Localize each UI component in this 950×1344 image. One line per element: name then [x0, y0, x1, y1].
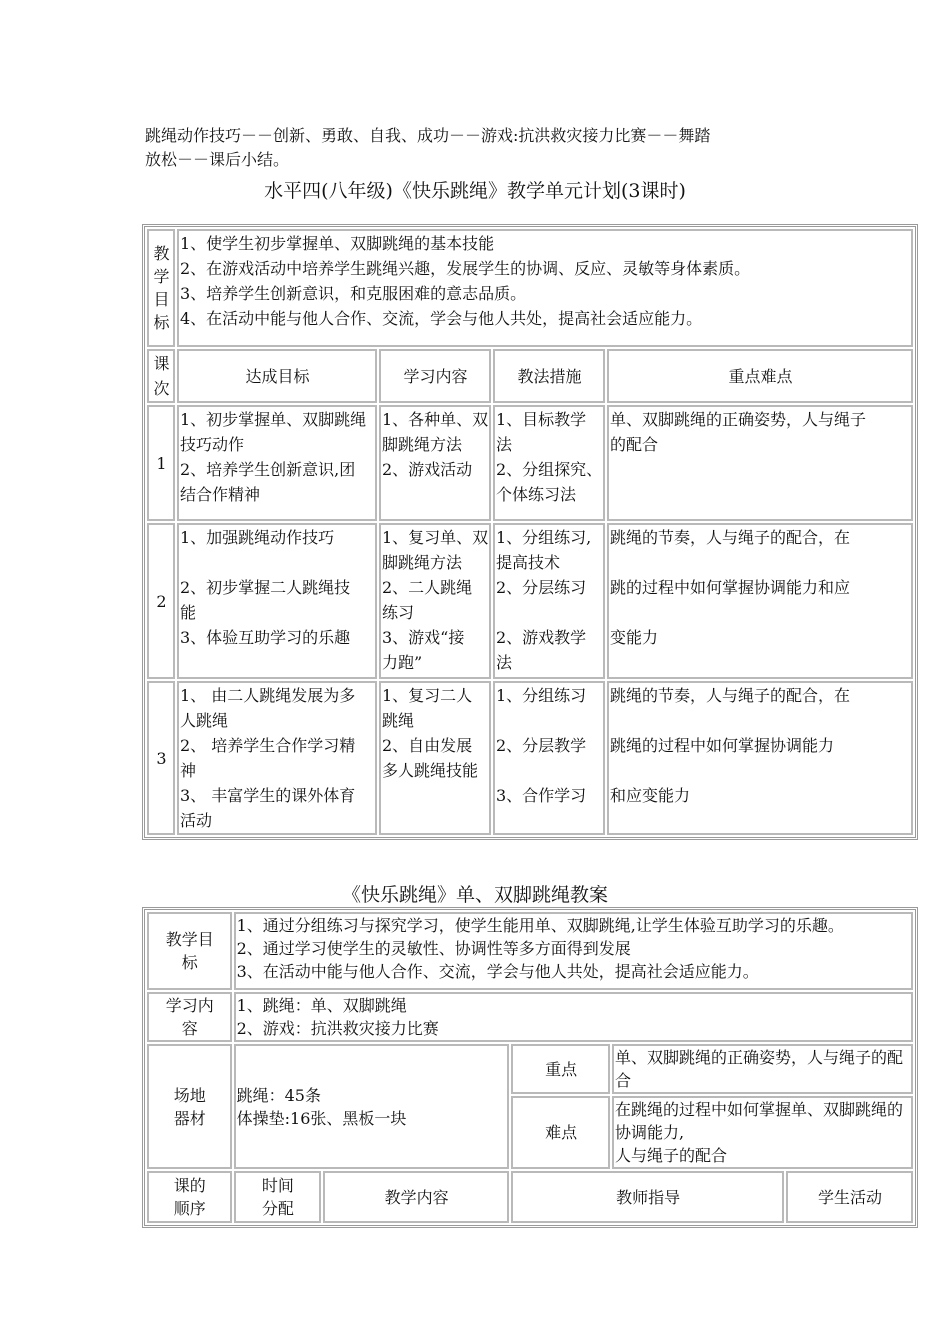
- header-content: 学习内容: [379, 349, 491, 403]
- goal-item: 1、使学生初步掌握单、双脚跳绳的基本技能: [180, 234, 495, 253]
- header-lesson: 课 次: [147, 349, 175, 403]
- header-target: 达成目标: [177, 349, 377, 403]
- header-teacher-guide: 教师指导: [511, 1171, 784, 1223]
- row-method: 1、分组练习, 提高技术 2、分层练习 2、游戏教学 法: [493, 523, 605, 679]
- unit-plan-table: [142, 224, 918, 840]
- goals-row: [147, 229, 913, 347]
- row-target: 1、 由二人跳绳发展为多 人跳绳 2、 培养学生合作学习精 神 3、 丰富学生的课外体育 活动: [177, 681, 377, 835]
- row-target: 1、加强跳绳动作技巧 2、初步掌握二人跳绳技 能 3、体验互助学习的乐趣: [177, 523, 377, 679]
- header-teaching-content: 教学内容: [323, 1171, 509, 1223]
- lesson-content-label: 学习内 容: [147, 992, 232, 1042]
- difficulty-point: 在跳绳的过程中如何掌握单、双脚跳绳的协调能力, 人与绳子的配合: [612, 1096, 913, 1169]
- table-row: [147, 405, 913, 521]
- header-time: 时间 分配: [234, 1171, 321, 1223]
- row-key: 跳绳的节奏，人与绳子的配合，在 跳绳的过程中如何掌握协调能力 和应变能力: [607, 681, 913, 835]
- intro-line-2: 放松－－课后小结。: [145, 150, 290, 169]
- header-order: 课的 顺序: [147, 1171, 232, 1223]
- goal-item: 4、在活动中能与他人合作、交流，学会与他人共处，提高社会适应能力。: [180, 309, 703, 328]
- lesson-number: 1: [147, 405, 175, 521]
- goal-item: 2、通过学习使学生的灵敏性、协调性等多方面得到发展: [236, 939, 631, 958]
- lesson-goals-row: [147, 912, 913, 990]
- goal-label: 教 学 目 标: [147, 229, 175, 347]
- lesson-goal-label: 教学目 标: [147, 912, 232, 990]
- header-row: [147, 349, 913, 403]
- row-key: 跳绳的节奏，人与绳子的配合，在 跳的过程中如何掌握协调能力和应 变能力: [607, 523, 913, 679]
- goal-list: [177, 229, 913, 347]
- intro-line-1: 跳绳动作技巧－－创新、勇敢、自我、成功－－游戏:抗洪救灾接力比赛－－舞踏: [145, 126, 711, 145]
- goal-item: 3、培养学生创新意识，和克服困难的意志品质。: [180, 284, 527, 303]
- table-row: [147, 681, 913, 835]
- row-key: 单、双脚跳绳的正确姿势，人与绳子 的配合: [607, 405, 913, 521]
- lesson-plan-title: 《快乐跳绳》单、双脚跳绳教案: [341, 884, 608, 906]
- intro-paragraph: [145, 124, 825, 172]
- row-method: 1、分组练习 2、分层教学 3、合作学习: [493, 681, 605, 835]
- row-method: 1、目标教学 法 2、分组探究、 个体练习法: [493, 405, 605, 521]
- lesson-content-row: [147, 992, 913, 1042]
- row-content: 1、各种单、双 脚跳绳方法 2、游戏活动: [379, 405, 491, 521]
- key-label: 重点: [511, 1044, 610, 1094]
- lesson-number: 2: [147, 523, 175, 679]
- header-method: 教法措施: [493, 349, 605, 403]
- goal-item: 3、在活动中能与他人合作、交流，学会与他人共处，提高社会适应能力。: [236, 962, 759, 981]
- row-content: 1、复习二人 跳绳 2、自由发展 多人跳绳技能: [379, 681, 491, 835]
- venue-label: 场地 器材: [147, 1044, 232, 1169]
- lesson-number: 3: [147, 681, 175, 835]
- row-content: 1、复习单、双 脚跳绳方法 2、二人跳绳 练习 3、游戏“接 力跑”: [379, 523, 491, 679]
- row-target: 1、初步掌握单、双脚跳绳 技巧动作 2、培养学生创新意识,团 结合作精神: [177, 405, 377, 521]
- venue-equipment: 跳绳：45条 体操垫:16张、黑板一块: [234, 1044, 510, 1169]
- header-student-activity: 学生活动: [786, 1171, 913, 1223]
- lesson-content-list: 1、跳绳：单、双脚跳绳 2、游戏：抗洪救灾接力比赛: [234, 992, 913, 1042]
- lesson-header-row: [147, 1171, 913, 1223]
- goal-item: 1、通过分组练习与探究学习，使学生能用单、双脚跳绳,让学生体验互助学习的乐趣。: [236, 916, 844, 935]
- goal-item: 2、在游戏活动中培养学生跳绳兴趣，发展学生的协调、反应、灵敏等身体素质。: [180, 259, 751, 278]
- lesson-plan-table: [142, 907, 918, 1228]
- unit-plan-title: 水平四(八年级)《快乐跳绳》教学单元计划(3课时): [264, 180, 686, 202]
- venue-key-row: [147, 1044, 913, 1094]
- difficulty-label: 难点: [511, 1096, 610, 1169]
- key-point: 单、双脚跳绳的正确姿势，人与绳子的配合: [612, 1044, 913, 1094]
- lesson-goal-list: [234, 912, 913, 990]
- header-key: 重点难点: [607, 349, 913, 403]
- table-row: [147, 523, 913, 679]
